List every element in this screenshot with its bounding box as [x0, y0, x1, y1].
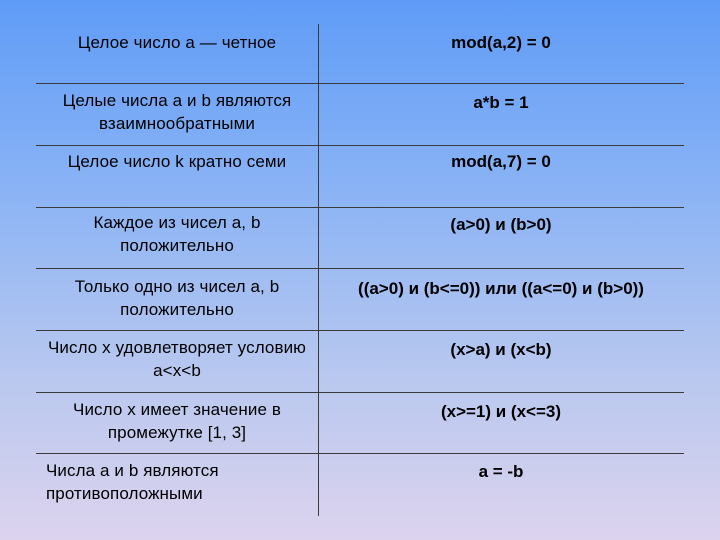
row-divider: [36, 268, 684, 269]
table-row-expression: (x>=1) и (x<=3): [440, 401, 562, 421]
table-row-expression: ((a>0) и (b<=0)) или ((a<=0) и (b>0)): [358, 278, 644, 298]
table-row-expression: mod(a,7) = 0: [451, 151, 551, 171]
table-row-condition: Числа а и b являются противоположными: [46, 461, 219, 503]
table-row-expression: (a>0) и (b>0): [450, 214, 552, 234]
table-row-expression: mod(a,2) = 0: [451, 32, 551, 52]
row-divider: [36, 207, 684, 208]
table-row-condition: Каждое из чисел а, b положительно: [93, 213, 261, 255]
table-row-condition: Целые числа а и b являются взаимнообратными: [62, 91, 292, 133]
table-row-expression: (x>a) и (x<b): [450, 339, 552, 359]
table-row-condition: Целое число а — четное: [77, 32, 277, 52]
row-divider: [36, 145, 684, 146]
table-row-condition: Число х удовлетворяет условию а<х<b: [47, 338, 307, 380]
row-divider: [36, 453, 684, 454]
row-divider: [36, 330, 684, 331]
row-divider: [36, 83, 684, 84]
table-row-condition: Целое число k кратно семи: [67, 151, 287, 171]
table-row-condition: Только одно из чисел а, b положительно: [74, 277, 280, 319]
table-row-condition: Число х имеет значение в промежутке [1, 3]: [73, 400, 281, 442]
table-row-expression: a*b = 1: [473, 92, 529, 112]
table-row-expression: a = -b: [478, 461, 524, 481]
row-divider: [36, 392, 684, 393]
